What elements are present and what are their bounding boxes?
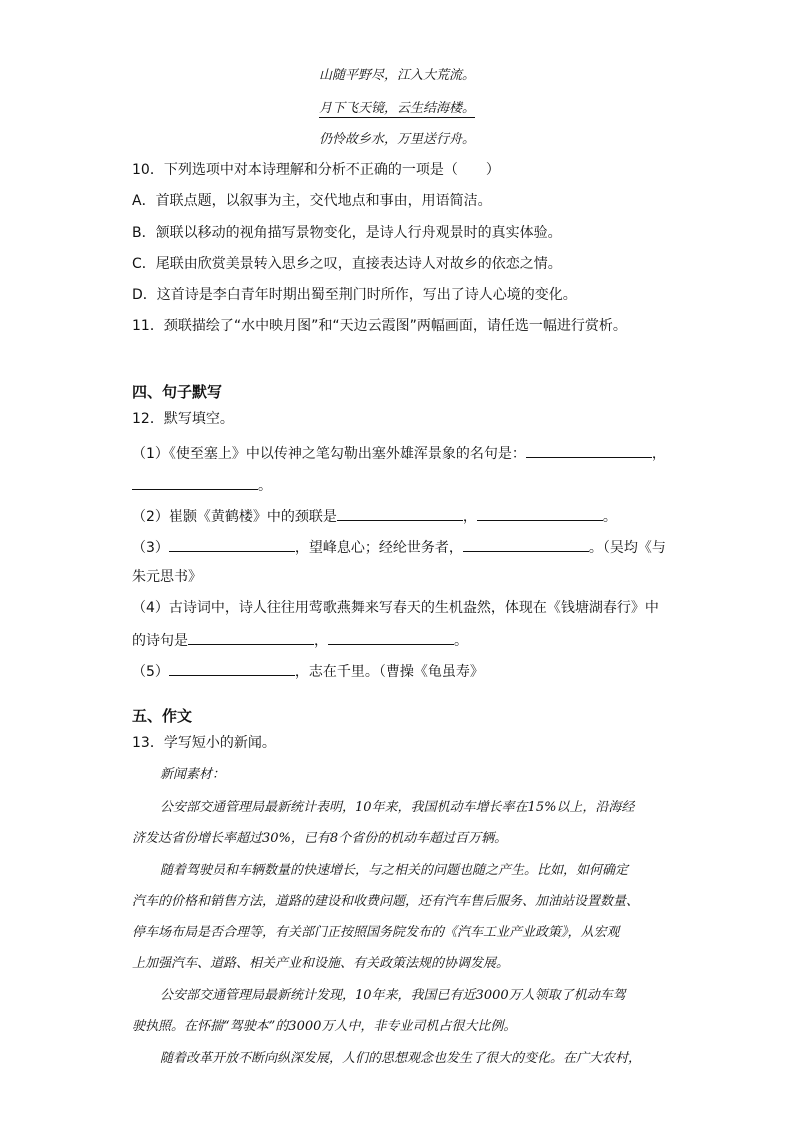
fill-item-4-continued: 的诗句是 ， 。: [132, 630, 468, 650]
material-p1-line2: 济发达省份增长率超过30%，已有8个省份的机动车超过百万辆。: [132, 831, 508, 846]
answer-blank[interactable]: [337, 506, 463, 521]
material-p2-line1: 随着驾驶员和车辆数量的快速增长，与之相关的问题也随之产生。比如，如何确定: [160, 863, 629, 878]
material-p1-line1: 公安部交通管理局最新统计表明，10年来，我国机动车增长率在15%以上，沿海经: [160, 800, 635, 815]
material-p3-line2: 驶执照。在怀揣“驾驶本”的3000万人中，非专业司机占很大比例。: [132, 1019, 517, 1034]
answer-blank[interactable]: [169, 661, 295, 676]
answer-blank[interactable]: [526, 443, 652, 458]
question-10-option-d: D．这首诗是李白青年时期出蜀至荆门时所作，写出了诗人心境的变化。: [132, 287, 577, 303]
fill-item-2: （2）崔颢《黄鹤楼》中的颈联是 ， 。: [132, 506, 617, 526]
answer-blank[interactable]: [188, 630, 314, 645]
fill-item-1: （1）《使至塞上》中以传神之笔勾勒出塞外雄浑景象的名句是： ，: [132, 443, 666, 463]
fill-item-4: （4）古诗词中，诗人往往用莺歌燕舞来写春天的生机盎然，体现在《钱塘湖春行》中: [132, 600, 659, 616]
question-10-option-a: A．首联点题，以叙事为主，交代地点和事由，用语简洁。: [132, 193, 492, 209]
question-11: 11．颈联描绘了“水中映月图”和“天边云霞图”两幅画面，请任选一幅进行赏析。: [132, 318, 627, 334]
material-label: 新闻素材：: [160, 767, 226, 782]
fill-item-3-continued: 朱元思书》: [132, 569, 202, 585]
answer-blank[interactable]: [463, 537, 589, 552]
question-12: 12．默写填空。: [132, 411, 234, 427]
material-p2-line4: 上加强汽车、道路、相关产业和设施、有关政策法规的协调发展。: [132, 956, 510, 971]
material-p2-line3: 停车场布局是否合理等，有关部门正按照国务院发布的《汽车工业产业政策》，从宏观: [132, 925, 620, 940]
poem-line-3: 仍怜故乡水，万里送行舟。: [318, 132, 475, 147]
answer-blank[interactable]: [477, 506, 603, 521]
poem-line-2: 月下飞天镜，云生结海楼。: [318, 101, 475, 116]
section-4-title: 四、句子默写: [132, 383, 223, 401]
answer-blank[interactable]: [169, 537, 295, 552]
fill-item-1-continued: 。: [132, 475, 272, 495]
fill-item-3: （3） ，望峰息心；经纶世务者， 。（吴均《与: [132, 537, 666, 557]
question-10-option-b: B．颔联以移动的视角描写景物变化，是诗人行舟观景时的真实体验。: [132, 225, 562, 241]
fill-item-5: （5） ，志在千里。（曹操《龟虽寿》: [132, 661, 484, 681]
answer-blank[interactable]: [132, 475, 258, 490]
section-5-title: 五、作文: [132, 707, 193, 725]
poem-line-1: 山随平野尽，江入大荒流。: [318, 68, 475, 83]
material-p3-line1: 公安部交通管理局最新统计发现，10年来，我国已有近3000万人领取了机动车驾: [160, 988, 626, 1003]
material-p2-line2: 汽车的价格和销售方法，道路的建设和收费问题，还有汽车售后服务、加油站设置数量、: [132, 894, 640, 909]
question-10-option-c: C．尾联由欣赏美景转入思乡之叹，直接表达诗人对故乡的依恋之情。: [132, 256, 562, 272]
answer-blank[interactable]: [328, 630, 454, 645]
question-10-stem: 10．下列选项中对本诗理解和分析不正确的一项是（ ）: [132, 162, 500, 178]
material-p4-line1: 随着改革开放不断向纵深发展，人们的思想观念也发生了很大的变化。在广大农村，: [160, 1051, 642, 1066]
question-13: 13．学写短小的新闻。: [132, 735, 276, 751]
